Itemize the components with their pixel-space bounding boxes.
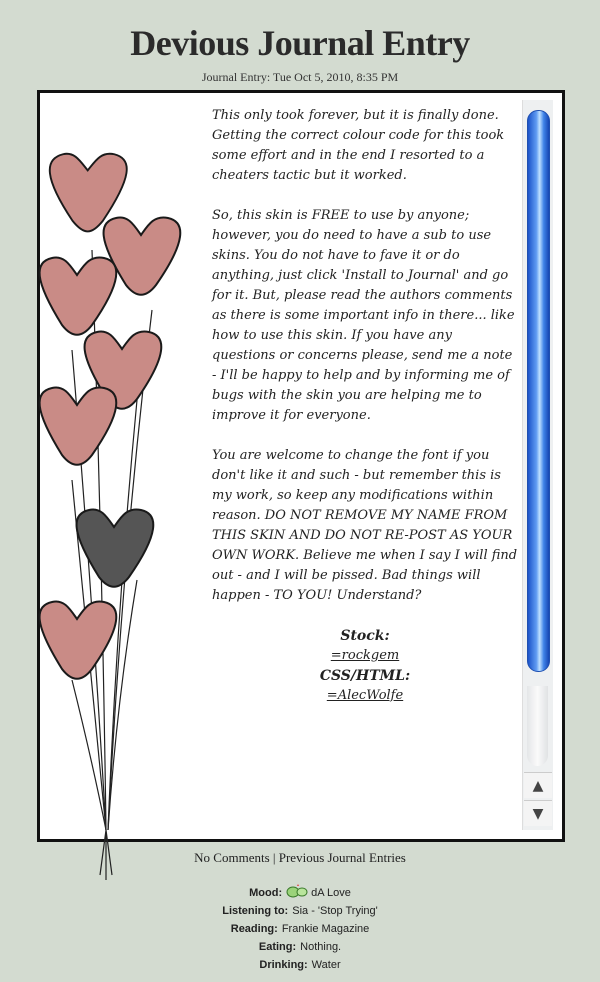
listening-label: Listening to: xyxy=(222,905,289,917)
drinking-label: Drinking: xyxy=(259,959,308,971)
journal-metadata xyxy=(0,884,600,974)
scrollbar-track[interactable] xyxy=(527,686,548,766)
reading-label: Reading: xyxy=(230,923,278,935)
link-separator: | xyxy=(272,850,276,865)
da-love-icon xyxy=(286,884,308,898)
listening-row xyxy=(0,902,600,920)
heart-balloons xyxy=(40,154,181,679)
journal-paragraph: This only took forever, but it is finally done. Getting the correct colour code for this took some effort and in the end I resorted to a cheaters tactic but it worked. xyxy=(212,108,505,183)
credits xyxy=(212,626,518,706)
eating-row xyxy=(0,938,600,956)
css-credit-link[interactable]: =AlecWolfe xyxy=(326,688,404,703)
drinking-value: Water xyxy=(311,959,341,971)
drinking-row xyxy=(0,956,600,974)
scroll-down-icon[interactable]: ▼ xyxy=(524,800,552,826)
previous-entries-link[interactable]: Previous Journal Entries xyxy=(278,850,406,865)
reading-row xyxy=(0,920,600,938)
stock-credit-link[interactable]: =rockgem xyxy=(330,648,400,663)
listening-value: Sia - 'Stop Trying' xyxy=(292,905,378,917)
eating-label: Eating: xyxy=(258,941,297,953)
journal-paragraph: You are welcome to change the font if you don't like it and such - but remember this is my work, so keep any modifications within reason. DO NOT REMOVE MY NAME FROM THIS SKIN AND DO NOT RE-POST AS YOUR OWN WORK. Believe me when I say I will find out - and I will be pissed. Bad things will happen - TO YOU! Understand? xyxy=(212,448,518,603)
journal-paragraph: So, this skin is FREE to use by anyone; however, you do need to have a sub to use skins. You do not have to fave it or do anything, just click 'Install to Journal' and go for it. But, please read the authors comments as there is some important info in there... like how to use this skin. If you have any questions or concerns please, send me a note - I'll be happy to help and by informing me of bugs with the skin you are helping me to improve it for everyone. xyxy=(212,208,515,423)
mood-value: dA Love xyxy=(311,887,351,899)
journal-scrollbar[interactable] xyxy=(522,100,553,830)
heart-balloons-illustration xyxy=(22,140,212,885)
mood-label: Mood: xyxy=(249,887,283,899)
journal-footer-links xyxy=(0,850,600,866)
reading-value: Frankie Magazine xyxy=(281,923,370,935)
page-title: Devious Journal Entry xyxy=(130,23,470,63)
journal-body xyxy=(212,106,518,706)
stock-label: Stock: xyxy=(340,628,390,644)
scroll-up-icon[interactable]: ▲ xyxy=(524,772,552,798)
css-label: CSS/HTML: xyxy=(319,668,411,684)
mood-row xyxy=(0,884,600,902)
journal-date: Journal Entry: Tue Oct 5, 2010, 8:35 PM xyxy=(201,70,399,84)
no-comments-link[interactable]: No Comments xyxy=(194,850,270,865)
scrollbar-thumb[interactable] xyxy=(527,110,550,672)
eating-value: Nothing. xyxy=(300,941,342,953)
